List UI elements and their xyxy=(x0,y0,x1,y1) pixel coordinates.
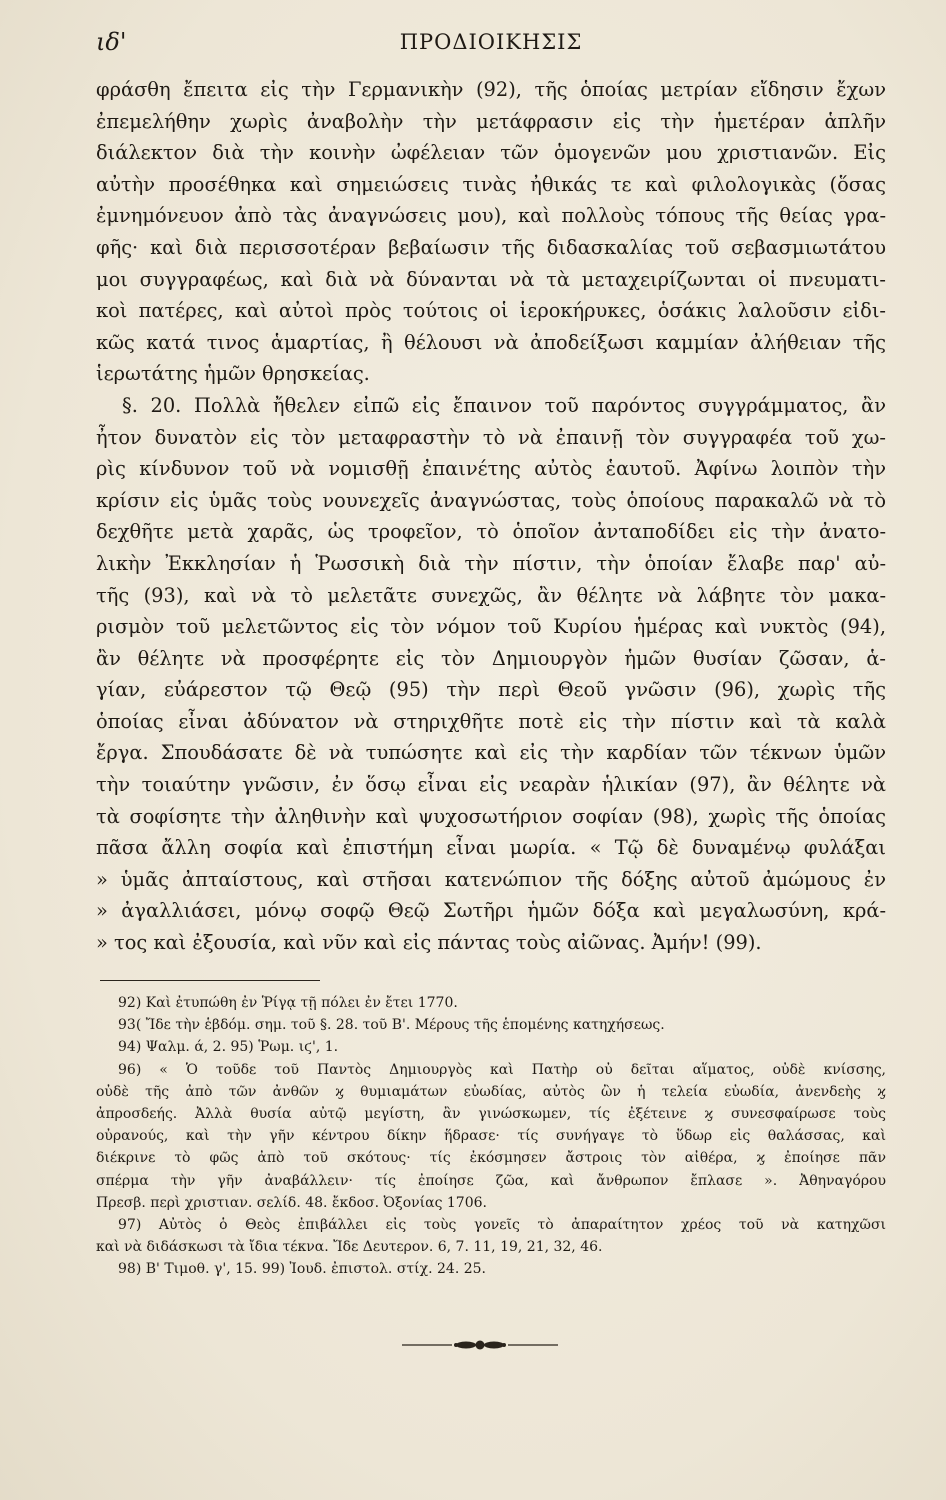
body-line: ρισμὸν τοῦ μελετῶντος εἰς τὸν νόμον τοῦ Κυρίου ἡμέρας καὶ νυκτὸς (94), xyxy=(96,615,886,639)
body-line: φῆς· καὶ διὰ περισσοτέραν βεβαίωσιν τῆς διδασκαλίας τοῦ σεβασμιωτάτου xyxy=(96,235,886,259)
footnote-line: 98) Β' Τιμοθ. γ', 15. 99) Ἰουδ. ἐπιστολ. στίχ. 24. 25. xyxy=(118,1261,486,1278)
body-line: μοι συγγραφέως, καὶ διὰ νὰ δύνανται νὰ τὰ μεταχειρίζωνται οἱ πνευματι- xyxy=(96,267,886,291)
body-line: γίαν, εὐάρεστον τῷ Θεῷ (95) τὴν περὶ Θεοῦ γνῶσιν (96), χωρὶς τῆς xyxy=(96,678,886,702)
body-line: κοὶ πατέρες, καὶ αὐτοὶ πρὸς τούτοις οἱ ἱεροκήρυκες, ὁσάκις λαλοῦσιν εἰδι- xyxy=(96,299,886,323)
body-line: » τος καὶ ἐξουσία, καὶ νῦν καὶ εἰς πάντας τοὺς αἰῶνας. Ἀμήν! (99). xyxy=(96,931,762,955)
footnote-line: καὶ νὰ διδάσκωσι τὰ ἴδια τέκνα. Ἴδε Δευτερον. 6, 7. 11, 19, 21, 32, 46. xyxy=(96,1239,603,1256)
body-line: τὴν τοιαύτην γνῶσιν, ἐν ὅσῳ εἶναι εἰς νεαρὰν ἡλικίαν (97), ἂν θέλητε νὰ xyxy=(96,773,886,797)
body-line: ἂν θέλητε νὰ προσφέρητε εἰς τὸν Δημιουργὸν ἡμῶν θυσίαν ζῶσαν, ἁ- xyxy=(96,646,886,670)
footnote-line: 93( Ἴδε τὴν ἑβδόμ. σημ. τοῦ §. 28. τοῦ Β'. Μέρους τῆς ἑπομένης κατηχήσεως. xyxy=(118,1017,665,1034)
body-line: τῆς (93), καὶ νὰ τὸ μελετᾶτε συνεχῶς, ἂν θέλητε νὰ λάβητε τὸν μακα- xyxy=(96,583,886,607)
footnote-line: ἀπροσδεής. Ἀλλὰ θυσία αὐτῷ μεγίστη, ἂν γινώσκωμεν, τίς ἐξέτεινε ϗ συνεσφαίρωσε τοὺς xyxy=(96,1105,886,1122)
body-line: διάλεκτον διὰ τὴν κοινὴν ὠφέλειαν τῶν ὁμογενῶν μου χριστιανῶν. Εἰς xyxy=(96,141,886,165)
footnote-line: Πρεσβ. περὶ χριστιαν. σελίδ. 48. ἔκδοσ. Ὀξονίας 1706. xyxy=(96,1194,487,1211)
body-line: ἐμνημόνευον ἀπὸ τὰς ἀναγνώσεις μου), καὶ πολλοὺς τόπους τῆς θείας γρα- xyxy=(96,204,886,228)
body-line: φράσθη ἔπειτα εἰς τὴν Γερμανικὴν (92), τῆς ὁποίας μετρίαν εἴδησιν ἔχων xyxy=(96,78,886,101)
body-line: κρίσιν εἰς ὑμᾶς τοὺς νουνεχεῖς ἀναγνώστας, τοὺς ὁποίους παρακαλῶ νὰ τὸ xyxy=(96,488,886,512)
running-head: ΠΡΟΔΙΟΙΚΗΣΙΣ xyxy=(399,30,583,54)
footnote-divider xyxy=(100,980,320,981)
body-line: » ὑμᾶς ἀπταίστους, καὶ στῆσαι κατενώπιον τῆς δόξης αὐτοῦ ἀμώμους ἐν xyxy=(96,867,886,891)
body-line: ἦτον δυνατὸν εἰς τὸν μεταφραστὴν τὸ νὰ ἐπαινῇ τὸν συγγραφέα τοῦ χω- xyxy=(96,425,886,449)
body-line: ἔργα. Σπουδάσατε δὲ νὰ τυπώσητε καὶ εἰς τὴν καρδίαν τῶν τέκνων ὑμῶν xyxy=(96,741,886,765)
footnote-line: σπέρμα τὴν γῆν ἀναβάλλειν· τίς ἐποίησε ζῶα, καὶ ἄνθρωπον ἔπλασε ». Ἀθηναγόρου xyxy=(96,1172,886,1189)
body-line: ρὶς κίνδυνον τοῦ νὰ νομισθῇ ἐπαινέτης αὐτὸς ἑαυτοῦ. Ἀφίνω λοιπὸν τὴν xyxy=(96,457,886,481)
page-number: ιδ' xyxy=(96,28,127,56)
body-line: » ἀγαλλιάσει, μόνῳ σοφῷ Θεῷ Σωτῆρι ἡμῶν δόξα καὶ μεγαλωσύνη, κρά- xyxy=(96,899,886,923)
body-line: ἐπεμελήθην χωρὶς ἀναβολὴν τὴν μετάφρασιν εἰς τὴν ἡμετέραν ἁπλῆν xyxy=(96,109,886,133)
footnotes xyxy=(96,992,886,1280)
footnote-line: 94) Ψαλμ. ά, 2. 95) Ῥωμ. ιϛ', 1. xyxy=(118,1039,339,1056)
footnote-line: οὐδὲ τῆς ἀπὸ τῶν ἀνθῶν ϗ θυμιαμάτων εὐωδίας, αὐτὸς ὢν ἡ τελεία εὐωδία, ἀνενδεὴς ϗ xyxy=(96,1083,886,1100)
body-line: τὰ σοφίσητε τὴν ἀληθινὴν καὶ ψυχοσωτήριον σοφίαν (98), χωρὶς τῆς ὁποίας xyxy=(96,804,886,828)
body-line: ἱερωτάτης ἡμῶν θρησκείας. xyxy=(96,362,370,386)
body-line: ὁποίας εἶναι ἀδύνατον νὰ στηριχθῆτε ποτὲ εἰς τὴν πίστιν καὶ τὰ καλὰ xyxy=(96,709,886,733)
body-line: αὐτὴν προσέθηκα καὶ σημειώσεις τινὰς ἠθικάς τε καὶ φιλολογικὰς (ὅσας xyxy=(96,172,886,196)
body-line: λικὴν Ἐκκλησίαν ἡ Ῥωσσικὴ διὰ τὴν πίστιν, τὴν ὁποίαν ἔλαβε παρ' αὐ- xyxy=(96,551,886,575)
footnote-line: 97) Αὐτὸς ὁ Θεὸς ἐπιβάλλει εἰς τοὺς γονεῖς τὸ ἀπαραίτητον χρέος τοῦ νὰ κατηχῶσι xyxy=(118,1216,886,1233)
footnote-line: 92) Καὶ ἐτυπώθη ἐν Ῥίγᾳ τῇ πόλει ἐν ἔτει 1770. xyxy=(118,995,458,1011)
page-header xyxy=(96,28,886,68)
main-text xyxy=(96,74,886,959)
section-start-line: §. 20. Πολλὰ ἤθελεν εἰπῶ εἰς ἔπαινον τοῦ παρόντος συγγράμματος, ἂν xyxy=(122,393,886,417)
body-line: πᾶσα ἄλλη σοφία καὶ ἐπιστήμη εἶναι μωρία. « Τῷ δὲ δυναμένῳ φυλάξαι xyxy=(96,836,886,860)
end-ornament xyxy=(400,1338,560,1352)
footnote-line: 96) « Ὁ τοῦδε τοῦ Παντὸς Δημιουργὸς καὶ Πατὴρ οὐ δεῖται αἵματος, οὐδὲ κνίσσης, xyxy=(118,1061,886,1078)
footnote-line: διέκρινε τὸ φῶς ἀπὸ τοῦ σκότους· τίς ἐκόσμησεν ἄστροις τὸν αἰθέρα, ϗ ἐποίησε πᾶν xyxy=(96,1150,886,1167)
body-line: κῶς κατά τινος ἁμαρτίας, ἢ θέλουσι νὰ ἀποδείξωσι καμμίαν ἀλήθειαν τῆς xyxy=(96,330,886,354)
body-line: δεχθῆτε μετὰ χαρᾶς, ὡς τροφεῖον, τὸ ὁποῖον ἀνταποδίδει εἰς τὴν ἀνατο- xyxy=(96,520,886,544)
footnote-line: οὐρανούς, καὶ τὴν γῆν κέντρου δίκην ἥδρασε· τίς συνήγαγε τὸ ὕδωρ εἰς θαλάσσας, καὶ xyxy=(96,1128,886,1145)
